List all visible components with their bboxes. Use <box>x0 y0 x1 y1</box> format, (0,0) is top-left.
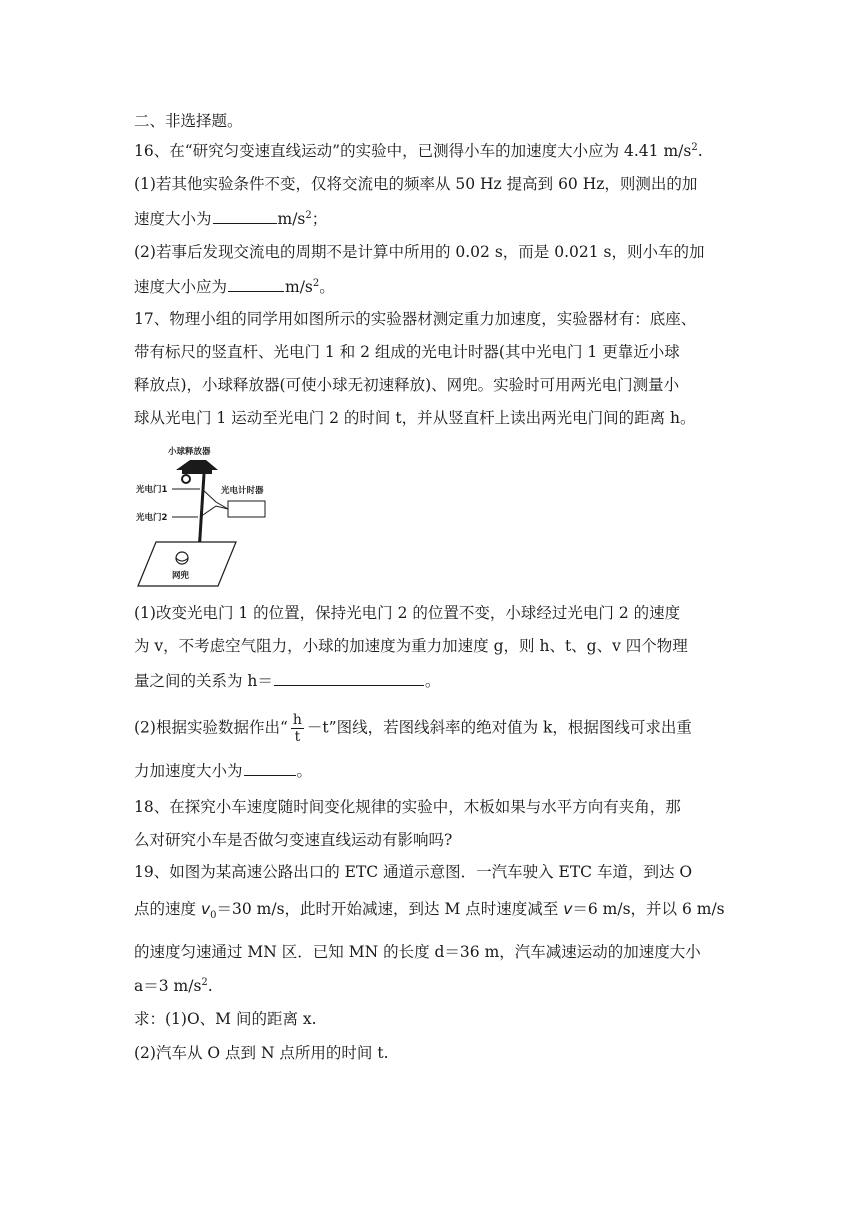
answer-blank[interactable] <box>213 207 277 224</box>
q17-part1-line3: 量之间的关系为 h＝ 。 <box>134 669 734 691</box>
q16-part2-line1: (2)若事后发现交流电的周期不是计算中所用的 0.02 s，而是 0.021 s，则小车的加 <box>134 243 705 261</box>
net-label: 网兜 <box>172 571 190 581</box>
q17-part2-line1: (2)根据实验数据作出“ $\frac{h}{t}$ －t”图线，若图线斜率的绝对值为 k，根据图线可求出重 <box>134 712 692 745</box>
answer-blank[interactable] <box>274 669 424 686</box>
ball <box>182 475 190 483</box>
q17-stem-line3: 释放点)，小球释放器(可使小球无初速释放)、网兜。实验时可用两光电门测量小 <box>134 376 680 394</box>
q17-part1-line2: 为 v，不考虑空气阻力，小球的加速度为重力加速度 g，则 h、t、g、v 四个物理 <box>134 637 688 655</box>
q17-part2-line2: 力加速度大小为 。 <box>134 759 734 781</box>
wire-gate2 <box>200 506 228 517</box>
q19-ask1: 求：(1)O、M 间的距离 x. <box>134 1010 317 1028</box>
q19-line4: a＝3 $m/s^2$. <box>134 976 213 995</box>
q17-stem-line1: 17、物理小组的同学用如图所示的实验器材测定重力加速度，实验器材有：底座、 <box>134 310 697 328</box>
q16-part2-line2: 速度大小应为 $m/s^2$。 <box>134 275 734 297</box>
q16-stem: 16、在“研究匀变速直线运动”的实验中，已测得小车的加速度大小应为 4.41 $m/s^2$. <box>134 141 703 160</box>
answer-blank[interactable] <box>244 759 296 776</box>
gate2-label: 光电门2 <box>136 513 168 523</box>
releaser-label: 小球释放器 <box>168 447 211 457</box>
q16-part1-line1: (1)若其他实验条件不变，仅将交流电的频率从 50 Hz 提高到 60 Hz，则测出的加 <box>134 175 698 193</box>
q17-stem-line2: 带有标尺的竖直杆、光电门 1 和 2 组成的光电计时器(其中光电门 1 更靠近小球 <box>134 343 680 361</box>
q19-line3: 的速度匀速通过 MN 区．已知 MN 的长度 d＝36 m，汽车减速运动的加速度大小 <box>134 943 701 961</box>
section-title: 二、非选择题。 <box>134 112 243 130</box>
photo-timer-box <box>228 501 265 517</box>
answer-blank[interactable] <box>228 275 284 292</box>
q18-line2: 么对研究小车是否做匀变速直线运动有影响吗? <box>134 831 453 849</box>
q17-stem-line4: 球从光电门 1 运动至光电门 2 的时间 t，并从竖直杆上读出两光电门间的距离 h。 <box>134 409 696 427</box>
h-over-t-fraction: $\frac{h}{t}$ <box>292 712 302 745</box>
apparatus-diagram <box>134 444 284 592</box>
q19-line1: 19、如图为某高速公路出口的 ETC 通道示意图．一汽车驶入 ETC 车道，到达 O <box>134 863 693 881</box>
gate1-label: 光电门1 <box>136 485 168 495</box>
q18-line1: 18、在探究小车速度随时间变化规律的实验中，木板如果与水平方向有夹角，那 <box>134 798 681 816</box>
releaser-base <box>182 470 212 474</box>
q19-line2: 点的速度 $v_0=30$ m/s，此时开始减速，到达 M 点时速度减至 v＝6 m/s，并以 6 m/s <box>134 900 725 922</box>
q17-part1-line1: (1)改变光电门 1 的位置，保持光电门 2 的位置不变，小球经过光电门 2 的速度 <box>134 604 681 622</box>
q16-part1-line2: 速度大小为 $m/s^2$； <box>134 207 734 229</box>
timer-label: 光电计时器 <box>221 486 264 496</box>
q19-ask2: (2)汽车从 O 点到 N 点所用的时间 t. <box>134 1044 389 1062</box>
ball-releaser <box>176 460 218 470</box>
